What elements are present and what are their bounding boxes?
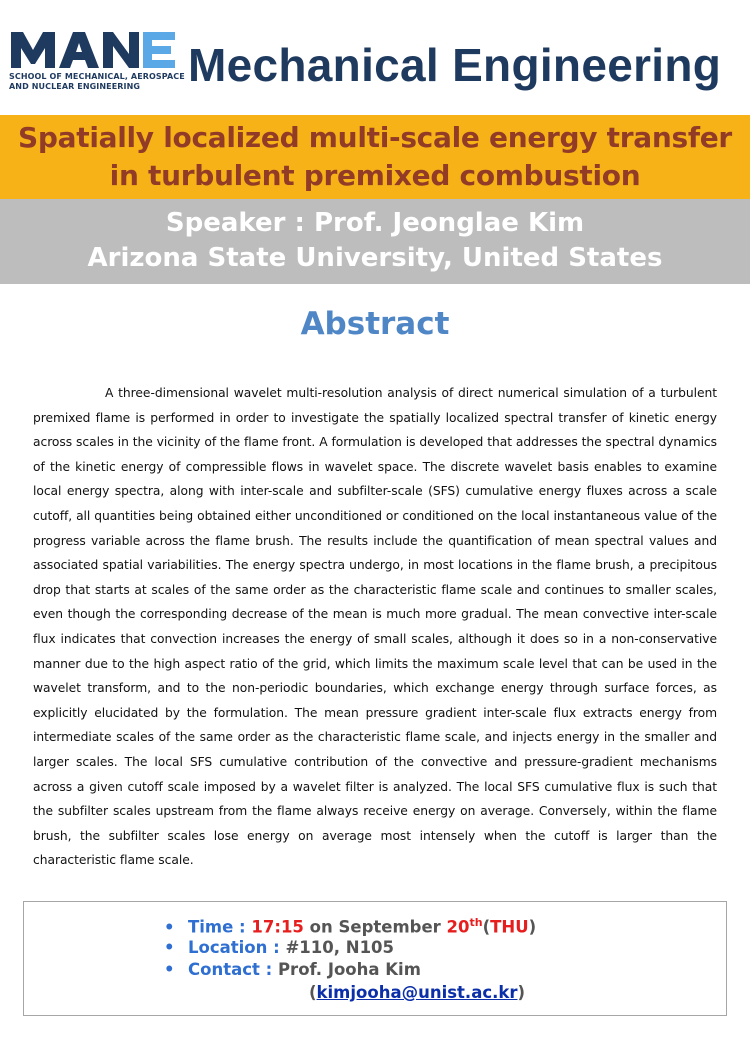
email-paren-open: ( [309,983,317,1002]
logo-caption-line2: AND NUCLEAR ENGINEERING [9,82,141,91]
location-row [164,938,394,957]
mane-logo [9,28,185,100]
contact-value: Prof. Jooha Kim [277,960,421,979]
speaker-name: Speaker : Prof. Jeonglae Kim [165,208,585,238]
time-weekday: THU [490,917,529,937]
time-paren-open: ( [482,917,491,937]
time-day-suffix: th [469,916,483,929]
header [0,0,750,115]
logo-caption-line1: SCHOOL OF MECHANICAL, AEROSPACE [9,72,185,81]
email-row [309,983,525,1002]
contact-label: Contact : [188,960,278,979]
location-label: Location : [188,938,286,957]
talk-title-line2: in turbulent premixed combustion [109,159,641,192]
email-paren-close: ) [517,983,526,1002]
talk-title-line1: Spatially localized multi-scale energy transfer [18,121,732,154]
event-info-box [23,901,727,1016]
speaker-band [0,199,750,284]
bullet-icon: • [164,938,175,957]
abstract-body: A three-dimensional wavelet multi-resolution analysis of direct numerical simulation of a turbulent premixed flame is performed in order to investigate the spatially localized spectral transfer of kinetic energy across scales in the vicinity of the flame front. A formulation is developed that addresses the spectral dynamics of the kinetic energy of compressible flows in wavelet space. The discrete wavelet basis enables to examine local energy spectra, along with inter-scale and subfilter-scale (SFS) cumulative energy fluxes across a scale cutoff, all quantities being obtained either unconditioned or conditioned on the local instantaneous value of the progress variable across the flame brush. The results include the quantification of mean spectral values and associated spatial variabilities. The energy spectra undergo, in most locations in the flame brush, a precipitous drop that starts at scales of the same order as the characteristic flame scale and continues to smaller scales, even though the corresponding decrease of the mean is much more gradual. The mean convective inter-scale flux indicates that convection increases the energy of small scales, although it does so in a non-conservative manner due to the high aspect ratio of the grid, which limits the maximum scale level that can be used in the wavelet transform, and to the non-periodic boundaries, which exchange energy through surface forces, as explicitly elucidated by the formulation. The mean pressure gradient inter-scale flux extracts energy from intermediate scales of the same order as the characteristic flame scale, and injects energy in the smaller and larger scales. The local SFS cumulative contribution of the convective and pressure-gradient mechanisms across a given cutoff scale imposed by a wavelet filter is analyzed. The local SFS cumulative flux is such that the subfilter scales upstream from the flame always receive energy on average. Conversely, within the flame brush, the subfilter scales lose energy on average most intensely when the cutoff is larger than the characteristic flame scale. [33,386,717,868]
bullet-icon: • [164,917,175,937]
mane-logo-mark [9,28,179,70]
speaker-affiliation: Arizona State University, United States [87,243,663,273]
time-mid: on September [303,917,447,937]
abstract-heading: Abstract [300,306,450,342]
time-value: 17:15 [251,917,304,937]
logo-caption [9,72,185,92]
time-day: 20 [446,917,470,937]
email-link[interactable]: kimjooha@unist.ac.kr [316,983,518,1002]
bullet-icon: • [164,960,175,979]
talk-title-band [0,115,750,199]
location-value: #110, N105 [285,938,395,957]
department-title: Mechanical Engineering [188,39,722,91]
time-label: Time : [188,917,252,937]
time-paren-close: ) [528,917,537,937]
time-row [164,916,536,937]
contact-row [164,960,421,979]
